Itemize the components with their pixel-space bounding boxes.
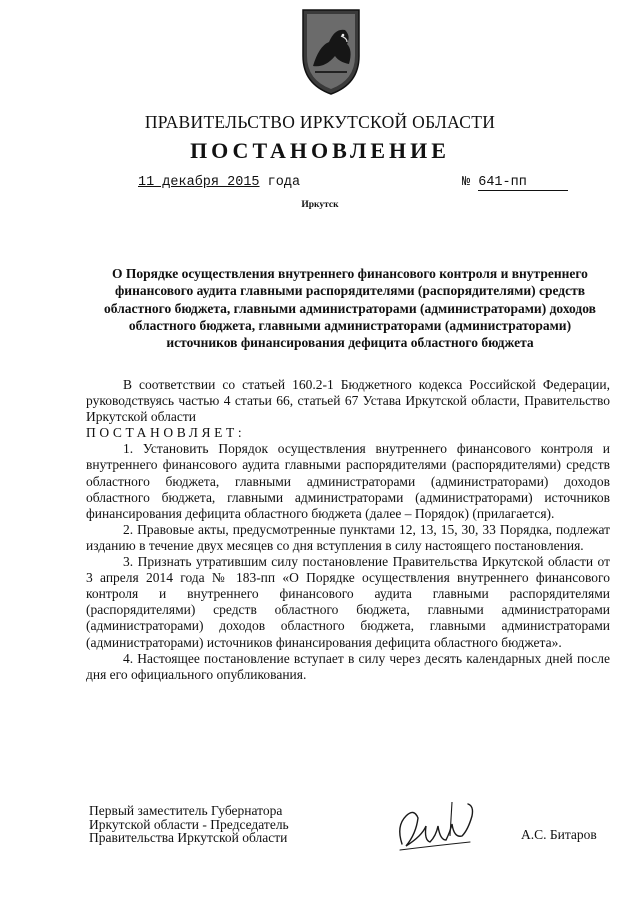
clause-paragraph: 1. Установить Порядок осуществления внутреннего финансового контроля и внутреннего финансового аудита главными распорядителями (распорядителями) средств областного бюджета, главными администраторами (администраторами) доходов областного бюджета, главными администраторами (администраторами) источников финансирования дефицита областного бюджета (далее – Порядок) (прилагается). xyxy=(86,441,610,521)
clause-paragraph: 2. Правовые акты, предусмотренные пунктами 12, 13, 15, 30, 33 Порядка, подлежат изданию в течение двух месяцев со дня вступления в силу настоящего постановления. xyxy=(86,521,610,553)
document-city: Иркутск xyxy=(301,200,339,210)
date-value: 11 декабря 2015 xyxy=(138,175,260,190)
organization-name: ПРАВИТЕЛЬСТВО ИРКУТСКОЙ ОБЛАСТИ xyxy=(144,112,496,132)
clause-paragraph: 4. Настоящее постановление вступает в силу через десять календарных дней после дня его официального опубликования. xyxy=(86,650,610,682)
coat-of-arms-emblem xyxy=(295,6,367,98)
document-number xyxy=(462,175,568,191)
handwritten-signature xyxy=(392,796,482,860)
date-suffix: года xyxy=(267,175,301,190)
clause-paragraph: 3. Признать утратившим силу постановление Правительства Иркутской области от 3 апреля 2014 года № 183-пп «О Порядке осуществления внутреннего финансового контроля и внутреннего финансового аудита главными распорядителями (распорядителями) средств областного бюджета, главными администраторами (администраторами) доходов областного бюджета, главными администраторами (администраторами) источников финансирования дефицита областного бюджета». xyxy=(86,554,610,650)
document-date xyxy=(138,175,300,190)
signer-name: А.С. Битаров xyxy=(521,827,597,842)
document-body xyxy=(86,377,610,683)
signer-position-line: Правительства Иркутской области xyxy=(89,830,288,845)
document-title: О Порядке осуществления внутреннего финансового контроля и внутреннего финансового аудита главными распорядителями (распорядителями) средств областного бюджета, главными администраторами (администраторами) доходов областного бюджета, главными администраторами (администраторами) источников финансирования дефицита областного бюджета xyxy=(104,266,596,351)
document-type: ПОСТАНОВЛЕНИЕ xyxy=(190,138,450,163)
number-value: 641-пп xyxy=(478,175,568,191)
signer-position-line: Первый заместитель Губернатора xyxy=(89,803,283,818)
decree-word: ПОСТАНОВЛЯЕТ: xyxy=(86,425,246,441)
number-prefix: № xyxy=(462,175,471,190)
signer-position-line: Иркутской области - Председатель xyxy=(89,816,289,832)
preamble-paragraph: В соответствии со статьей 160.2-1 Бюджетного кодекса Российской Федерации, руководствуясь частью 4 статьи 66, статьей 67 Устава Иркутской области, Правительство Иркутской области xyxy=(86,377,610,425)
signer-position xyxy=(89,804,289,845)
